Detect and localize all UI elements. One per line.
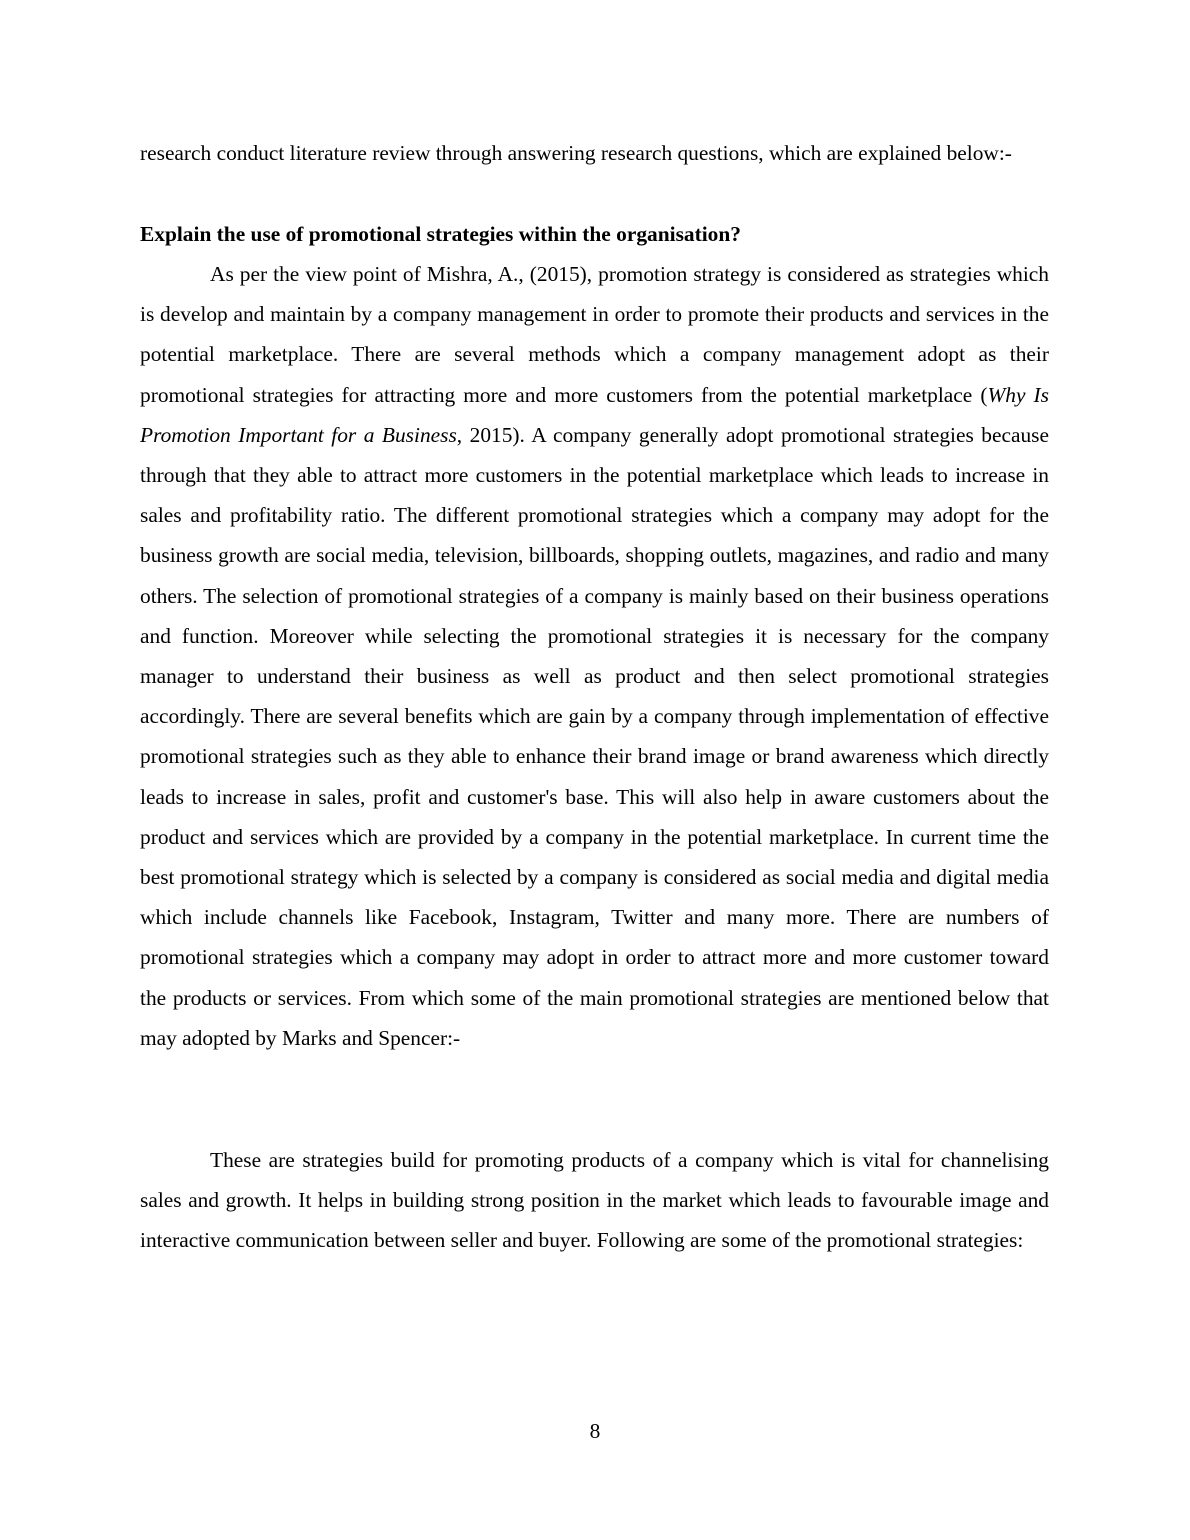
main-paragraph-text-end: , 2015). A company generally adopt promotional strategies because through that they able to attract more customers in the potential marketplace which leads to increase in sales and profitability ratio. The different promotional strategies which a company may adopt for the business growth are social media, television, billboards, shopping outlets, magazines, and radio and many others. The selection of promotional strategies of a company is mainly based on their business operations and function. Moreover while selecting the promotional strategies it is necessary for the company manager to understand their business as well as product and then select promotional strategies accordingly. There are several benefits which are gain by a company through implementation of effective promotional strategies such as they able to enhance their brand image or brand awareness which directly leads to increase in sales, profit and customer's base. This will also help in aware customers about the product and services which are provided by a company in the potential marketplace. In current time the best promotional strategy which is selected by a company is considered as social media and digital media which include channels like Facebook, Instagram, Twitter and many more. There are numbers of promotional strategies which a company may adopt in order to attract more and more customer toward the products or services. From which some of the main promotional strategies are mentioned below that may adopted by Marks and Spencer:- (140, 422, 1049, 1050)
intro-paragraph: research conduct literature review through answering research questions, which are explained below:- (140, 141, 1012, 165)
main-paragraph-text-start: As per the view point of Mishra, A., (2015), promotion strategy is considered as strategies which is develop and maintain by a company management in order to promote their products and services in the potential marketplace. There are several methods which a company management adopt as their promotional strategies for attracting more and more customers from the potential marketplace ( (140, 262, 1049, 407)
strategies-paragraph: These are strategies build for promoting products of a company which is vital for channelising sales and growth. It helps in building strong position in the market which leads to favourable image and interactive communication between seller and buyer. Following are some of the promotional strategies: (140, 1148, 1049, 1253)
citation-title: Why Is Promotion Important for a Business (140, 382, 1049, 447)
main-paragraph (140, 254, 1049, 1058)
page-number: 8 (589, 1419, 601, 1443)
section-heading: Explain the use of promotional strategies within the organisation? (140, 222, 741, 246)
